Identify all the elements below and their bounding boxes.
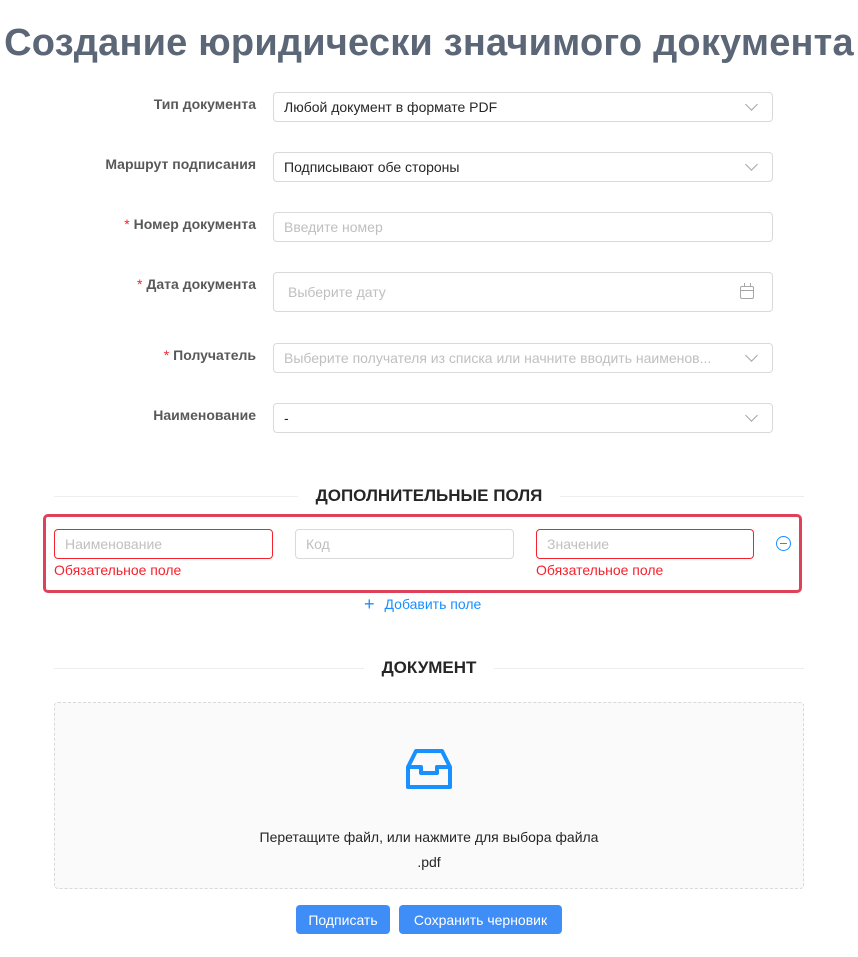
doc-number-placeholder: Введите номер <box>284 219 383 235</box>
recipient-placeholder: Выберите получателя из списка или начните вводить наименов... <box>284 350 712 366</box>
calendar-icon <box>740 286 754 299</box>
chevron-down-icon <box>745 158 758 171</box>
sign-route-value: Подписывают обе стороны <box>284 159 460 175</box>
doc-date-label-text: Дата документа <box>146 276 256 292</box>
doc-type-value: Любой документ в формате PDF <box>284 99 498 115</box>
doc-number-label <box>124 216 256 232</box>
doc-number-label-text: Номер документа <box>133 216 256 232</box>
required-mark: * <box>124 216 130 232</box>
extra-field-value-placeholder: Значение <box>547 536 610 552</box>
value-error-text: Обязательное поле <box>536 562 664 578</box>
dropzone-text: Перетащите файл, или нажмите для выбора файла <box>259 829 599 845</box>
document-divider <box>54 656 804 680</box>
extra-field-code-placeholder: Код <box>306 536 330 552</box>
name-select[interactable] <box>273 403 773 433</box>
doc-date-placeholder: Выберите дату <box>288 284 386 300</box>
recipient-label-text: Получатель <box>173 347 256 363</box>
doc-type-select[interactable] <box>273 92 773 122</box>
extra-field-name-input[interactable] <box>54 529 273 559</box>
chevron-down-icon <box>745 98 758 111</box>
form-row-name <box>0 403 858 443</box>
form-row-doc-type <box>0 92 858 132</box>
dropzone-hint: .pdf <box>417 854 441 870</box>
form-row-doc-date <box>0 272 858 312</box>
name-label: Наименование <box>153 407 256 423</box>
required-mark: * <box>136 276 143 292</box>
add-field-label: Добавить поле <box>384 596 482 612</box>
extra-field-value-input[interactable] <box>536 529 754 559</box>
sign-button[interactable]: Подписать <box>296 905 390 934</box>
file-dropzone[interactable] <box>54 702 804 889</box>
chevron-down-icon <box>745 409 758 422</box>
page-title: Создание юридически значимого документа <box>4 22 854 64</box>
doc-date-label <box>137 276 256 292</box>
add-field-button[interactable] <box>364 595 481 613</box>
inbox-icon <box>404 744 454 794</box>
name-error-text: Обязательное поле <box>54 562 182 578</box>
extra-fields-divider <box>54 484 804 508</box>
recipient-select[interactable] <box>273 343 773 373</box>
extra-fields-title: ДОПОЛНИТЕЛЬНЫЕ ПОЛЯ <box>315 486 543 505</box>
name-value: - <box>284 410 289 426</box>
form-row-recipient <box>0 343 858 383</box>
required-mark: * <box>163 347 170 363</box>
doc-type-label: Тип документа <box>153 96 256 112</box>
plus-icon: + <box>364 594 375 614</box>
remove-field-icon[interactable] <box>776 536 791 551</box>
document-title: ДОКУМЕНТ <box>381 658 477 677</box>
recipient-label <box>164 347 256 363</box>
doc-date-picker[interactable] <box>273 272 773 312</box>
save-draft-button[interactable]: Сохранить черновик <box>399 905 562 934</box>
form-row-sign-route <box>0 152 858 192</box>
extra-field-code-input[interactable] <box>295 529 514 559</box>
doc-number-input[interactable] <box>273 212 773 242</box>
sign-route-label: Маршрут подписания <box>105 156 256 172</box>
sign-route-select[interactable] <box>273 152 773 182</box>
form-row-doc-number <box>0 212 858 252</box>
chevron-down-icon <box>745 349 758 362</box>
extra-field-name-placeholder: Наименование <box>65 536 163 552</box>
